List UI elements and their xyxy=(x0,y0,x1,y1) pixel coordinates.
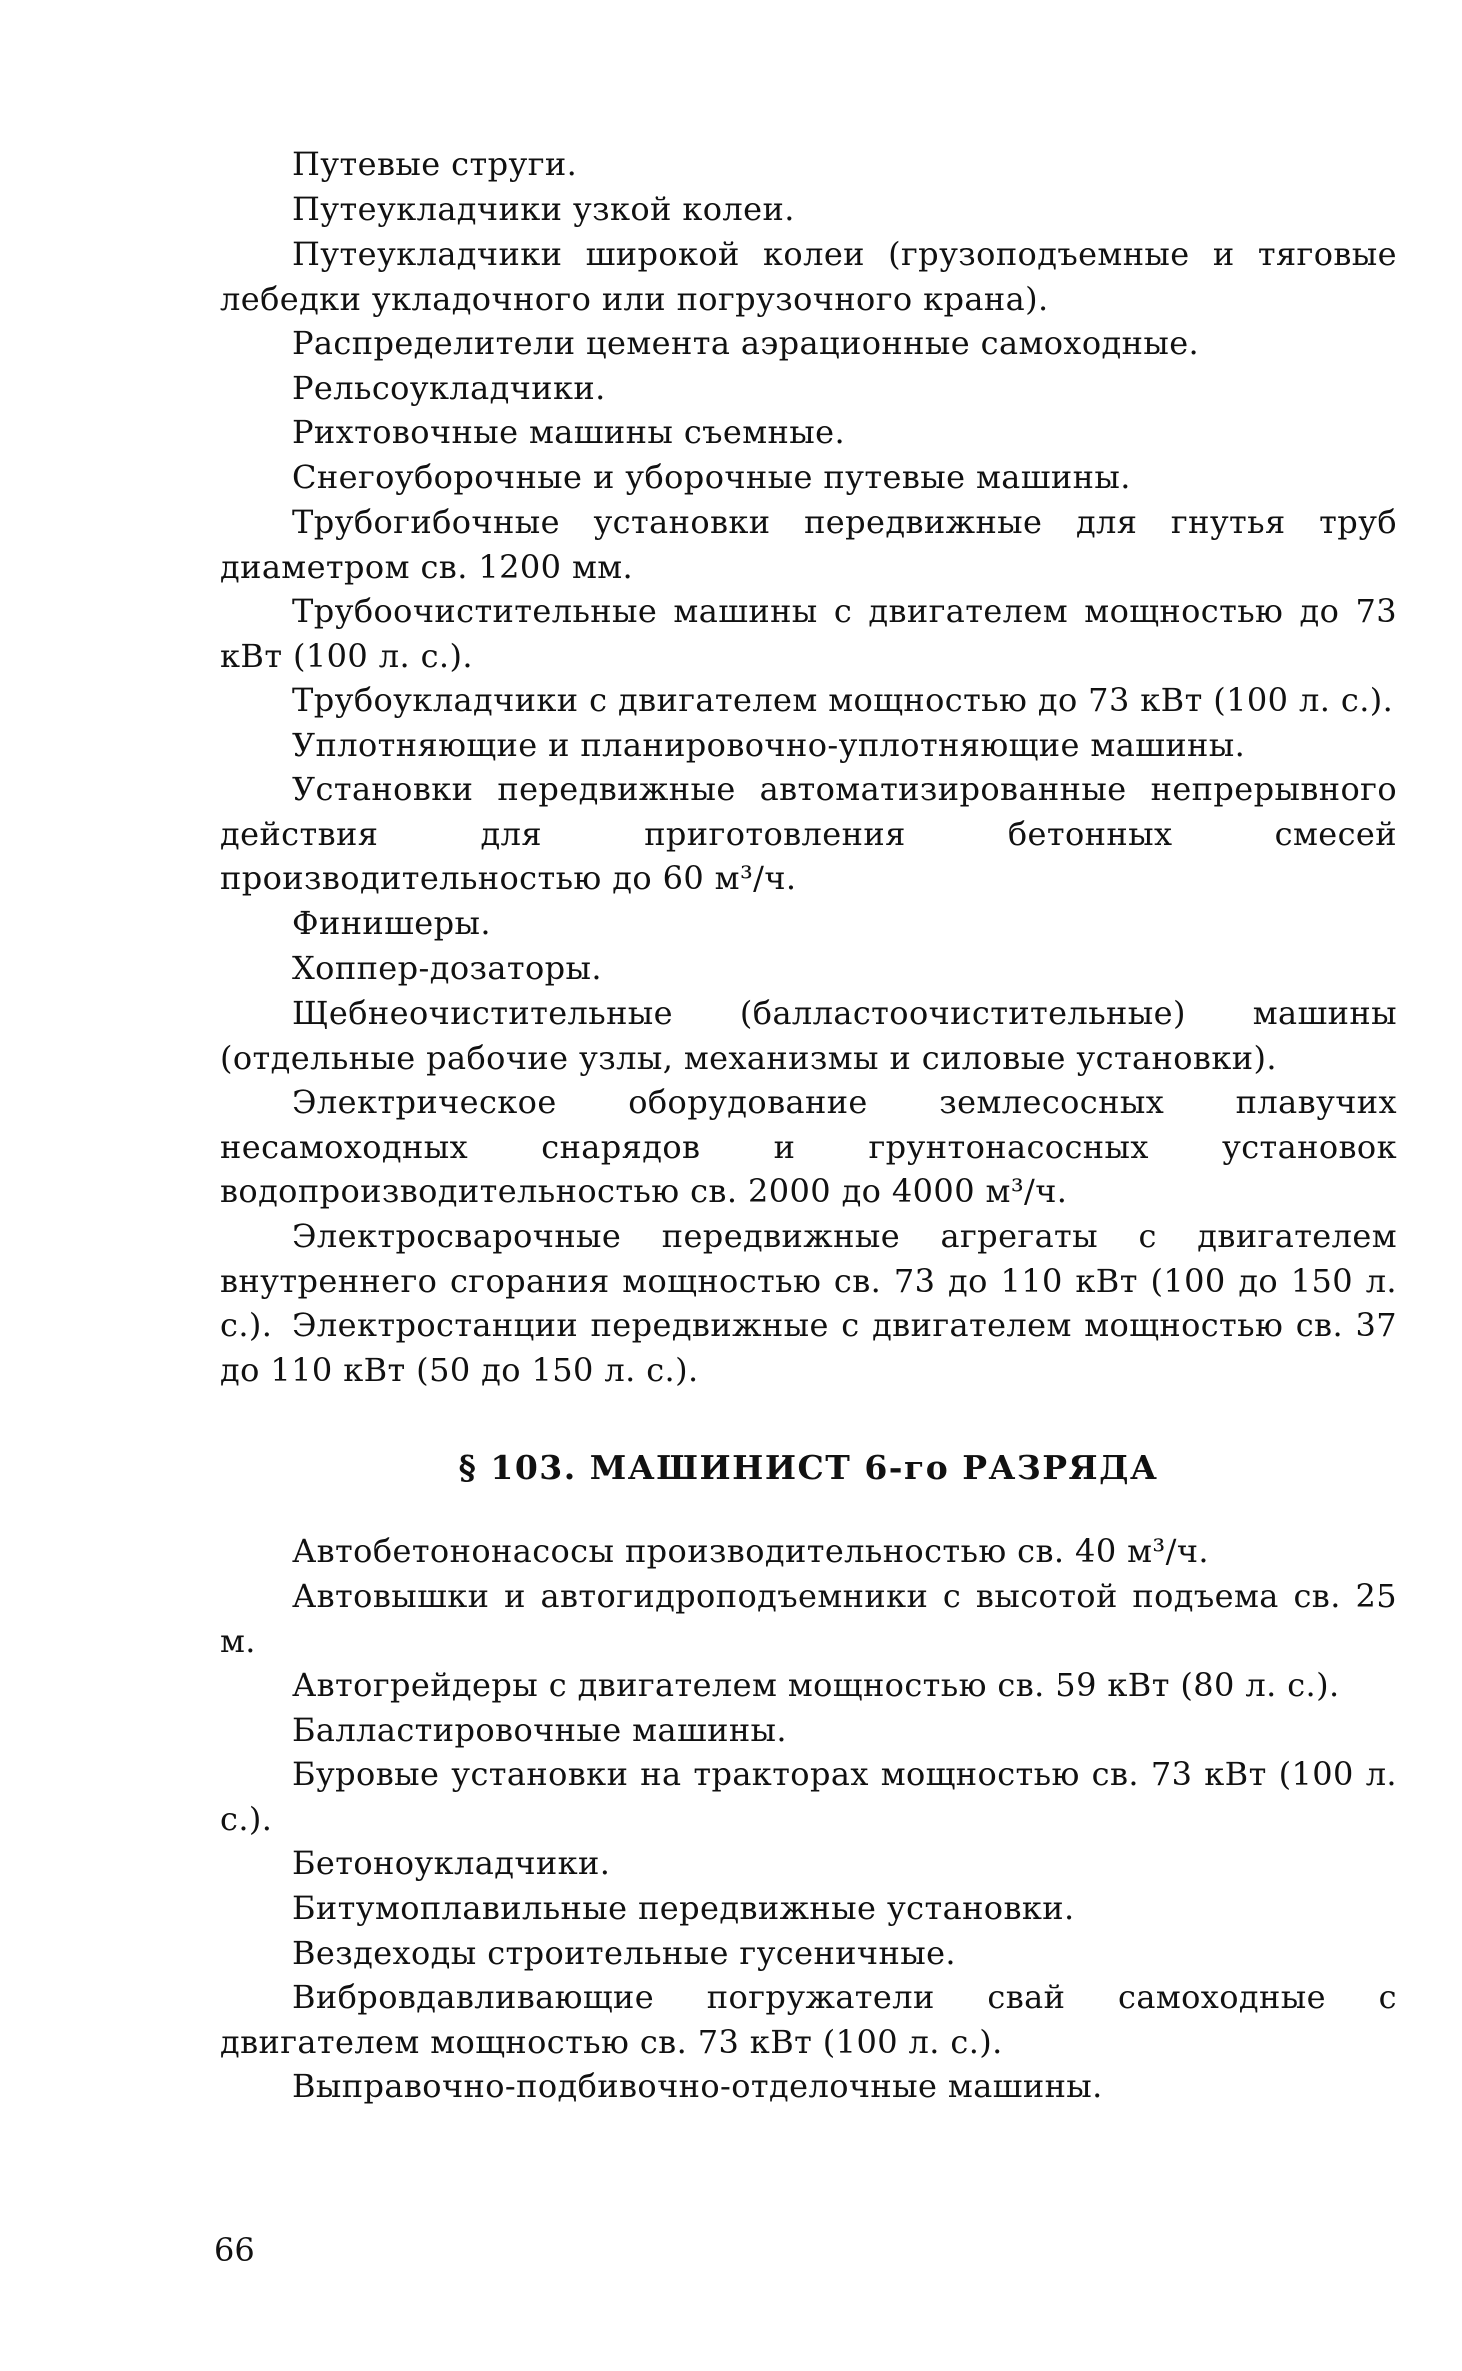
paragraph: Автовышки и автогидроподъемники с высотой подъема св. 25 м. xyxy=(220,1577,1397,1660)
paragraph: Электросварочные передвижные агрегаты с двигателем внутреннего сгорания мощностью св. 73 до 110 кВт (100 до 150 л. с.). xyxy=(220,1217,1397,1344)
paragraph: Хоппер-дозаторы. xyxy=(292,949,602,987)
paragraph: Уплотняющие и планировочно-уплотняющие машины. xyxy=(292,726,1246,764)
paragraph: Автобетононасосы производительностью св. 40 м³/ч. xyxy=(292,1532,1209,1570)
paragraph: Бетоноукладчики. xyxy=(292,1844,611,1882)
paragraph: Трубогибочные установки передвижные для гнутья труб диаметром св. 1200 мм. xyxy=(220,503,1397,586)
paragraph: Электрическое оборудование землесосных плавучих несамоходных снарядов и грунтонасосных установок водопроизводительностью св. 2000 до 4000 м³/ч. xyxy=(220,1083,1397,1210)
paragraph: Снегоуборочные и уборочные путевые машины. xyxy=(292,458,1131,496)
paragraph: Выправочно-подбивочно-отделочные машины. xyxy=(292,2067,1103,2105)
paragraph: Битумоплавильные передвижные установки. xyxy=(292,1889,1075,1927)
paragraph: Рихтовочные машины съемные. xyxy=(292,413,846,451)
paragraph: Путеукладчики широкой колеи (грузоподъемные и тяговые лебедки укладочного или погрузочного крана). xyxy=(220,235,1397,318)
page-number: 66 xyxy=(214,2231,255,2269)
paragraph: Буровые установки на тракторах мощностью св. 73 кВт (100 л. с.). xyxy=(220,1755,1397,1838)
paragraph: Распределители цемента аэрационные самоходные. xyxy=(292,324,1200,362)
paragraph: Вибровдавливающие погружатели свай самоходные с двигателем мощностью св. 73 кВт (100 л. с.). xyxy=(220,1978,1397,2061)
paragraph: Щебнеочистительные (балластоочистительные) машины (отдельные рабочие узлы, механизмы и силовые установки). xyxy=(220,994,1397,1077)
paragraph: Финишеры. xyxy=(292,904,491,942)
paragraph: Трубоочистительные машины с двигателем мощностью до 73 кВт (100 л. с.). xyxy=(220,592,1397,675)
paragraph: Балластировочные машины. xyxy=(292,1711,787,1749)
paragraph: Вездеходы строительные гусеничные. xyxy=(292,1934,956,1972)
paragraph: Установки передвижные автоматизированные непрерывного действия для приготовления бетонных смесей производительностью до 60 м³/ч. xyxy=(220,770,1397,897)
paragraph: Рельсоукладчики. xyxy=(292,369,606,407)
paragraph: Электростанции передвижные с двигателем мощностью св. 37 до 110 кВт (50 до 150 л. с.). xyxy=(220,1306,1397,1389)
section-heading: § 103. МАШИНИСТ 6-го РАЗРЯДА xyxy=(458,1448,1159,1487)
paragraph: Трубоукладчики с двигателем мощностью до 73 кВт (100 л. с.). xyxy=(292,681,1394,719)
paragraph: Путевые струги. xyxy=(292,145,578,183)
paragraph: Путеукладчики узкой колеи. xyxy=(292,190,795,228)
paragraph: Автогрейдеры с двигателем мощностью св. 59 кВт (80 л. с.). xyxy=(292,1666,1340,1704)
